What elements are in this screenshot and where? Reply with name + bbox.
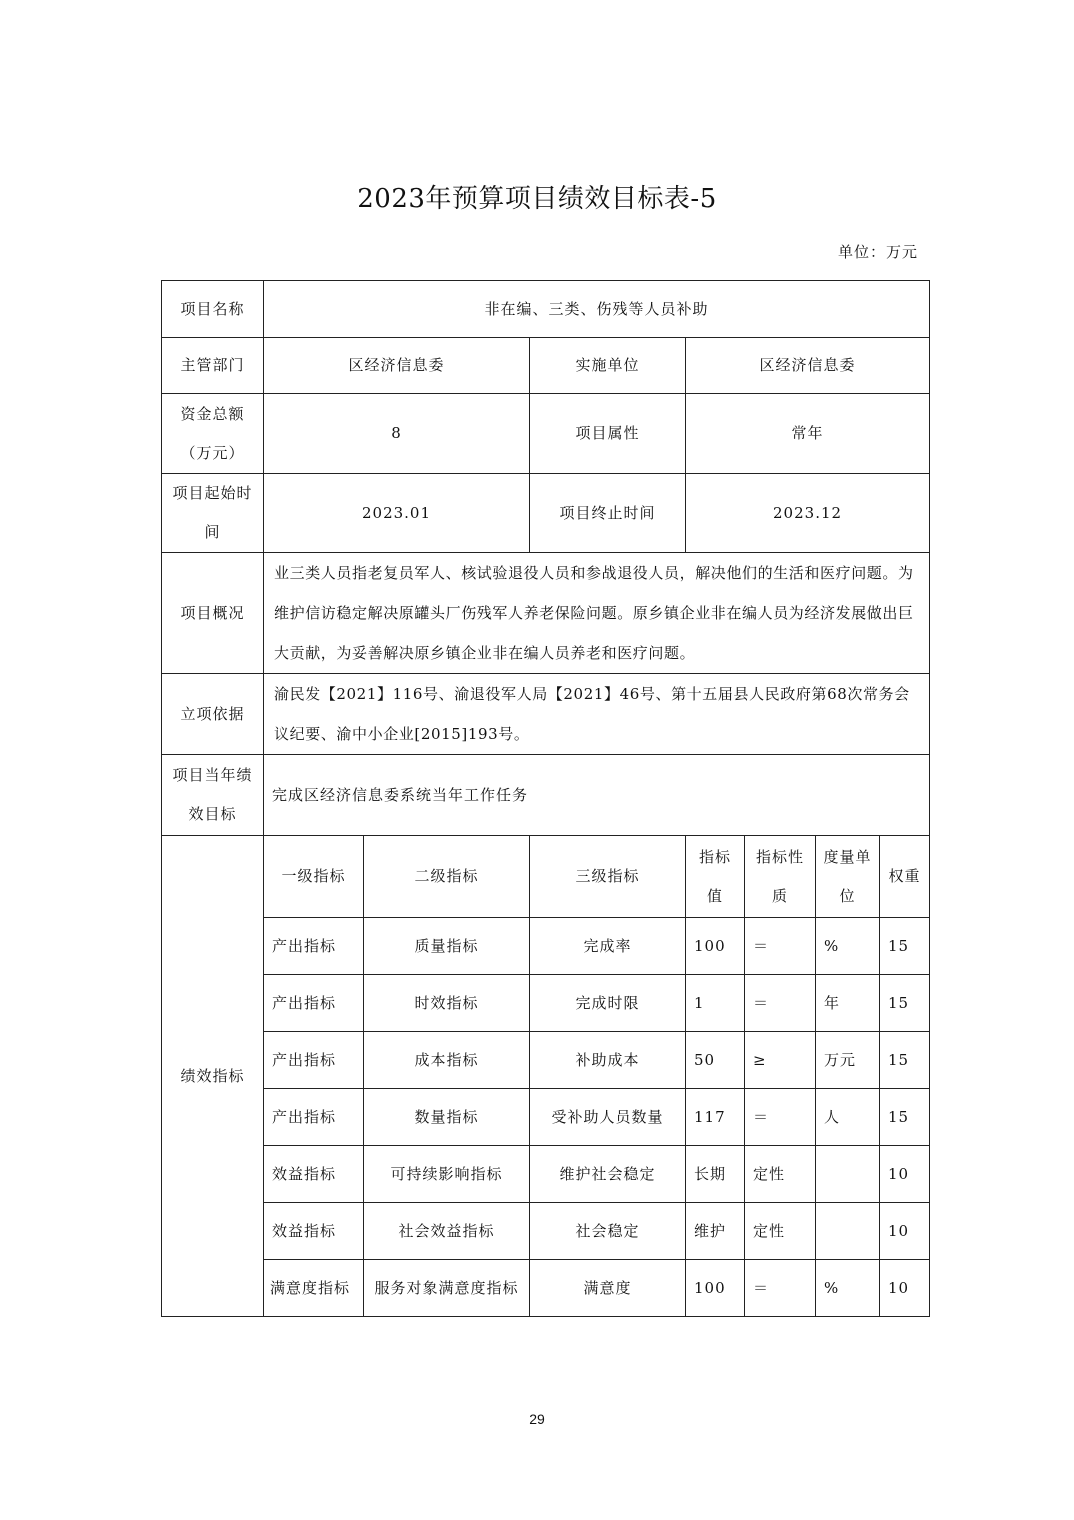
header-nature: 指标性质: [745, 836, 816, 918]
row-weight: 15: [880, 1089, 930, 1146]
header-unit: 度量单位: [816, 836, 880, 918]
row-unit: %: [816, 918, 880, 975]
header-value: 指标值: [686, 836, 745, 918]
row-nature: 定性: [745, 1146, 816, 1203]
row-level2: 时效指标: [364, 975, 530, 1032]
row-unit: [816, 1146, 880, 1203]
header-level1: 一级指标: [264, 836, 364, 918]
row-unit: 年: [816, 975, 880, 1032]
row-level1: 效益指标: [264, 1146, 364, 1203]
dept-value: 区经济信息委: [264, 338, 530, 394]
row-nature: ＝: [745, 975, 816, 1032]
impl-value: 区经济信息委: [686, 338, 930, 394]
row-level1: 产出指标: [264, 1032, 364, 1089]
header-level2: 二级指标: [364, 836, 530, 918]
row-value: 100: [686, 918, 745, 975]
row-nature: ＝: [745, 1260, 816, 1317]
row-nature: 定性: [745, 1203, 816, 1260]
row-level1: 产出指标: [264, 1089, 364, 1146]
row-level3: 完成时限: [530, 975, 686, 1032]
start-value: 2023.01: [264, 474, 530, 553]
row-unit: 人: [816, 1089, 880, 1146]
start-label: 项目起始时间: [162, 474, 264, 553]
project-name-value: 非在编、三类、伤残等人员补助: [264, 281, 930, 338]
goal-label: 项目当年绩效目标: [162, 755, 264, 836]
row-level3: 满意度: [530, 1260, 686, 1317]
table-row: [162, 1089, 930, 1146]
row-level1: 产出指标: [264, 918, 364, 975]
attr-value: 常年: [686, 394, 930, 474]
row-level1: 产出指标: [264, 975, 364, 1032]
basis-text: 渝民发【2021】116号、渝退役军人局【2021】46号、第十五届县人民政府第68次常务会议纪要、渝中小企业[2015]193号。: [264, 674, 930, 755]
basis-label: 立项依据: [162, 674, 264, 755]
document-title: 2023年预算项目绩效目标表-5: [357, 184, 717, 214]
goal-text: 完成区经济信息委系统当年工作任务: [264, 755, 930, 836]
table-row: [162, 1203, 930, 1260]
end-value: 2023.12: [686, 474, 930, 553]
row-level3: 维护社会稳定: [530, 1146, 686, 1203]
dept-label: 主管部门: [162, 338, 264, 394]
row-nature: ＝: [745, 1089, 816, 1146]
row-weight: 15: [880, 975, 930, 1032]
row-unit: %: [816, 1260, 880, 1317]
page-number: 29: [529, 1411, 545, 1427]
row-weight: 10: [880, 1260, 930, 1317]
row-nature: ≥: [745, 1032, 816, 1089]
table-row: [162, 975, 930, 1032]
table-row: [162, 1260, 930, 1317]
row-value: 1: [686, 975, 745, 1032]
row-level2: 社会效益指标: [364, 1203, 530, 1260]
table-row: [162, 918, 930, 975]
row-value: 长期: [686, 1146, 745, 1203]
project-name-label: 项目名称: [162, 281, 264, 338]
indicators-label: 绩效指标: [162, 836, 264, 1317]
impl-label: 实施单位: [530, 338, 686, 394]
row-level3: 补助成本: [530, 1032, 686, 1089]
row-level1: 效益指标: [264, 1203, 364, 1260]
row-level2: 质量指标: [364, 918, 530, 975]
row-weight: 10: [880, 1203, 930, 1260]
header-weight: 权重: [880, 836, 930, 918]
row-level2: 成本指标: [364, 1032, 530, 1089]
row-value: 50: [686, 1032, 745, 1089]
overview-text: 业三类人员指老复员军人、核试验退役人员和参战退役人员，解决他们的生活和医疗问题。为维护信访稳定解决原罐头厂伤残军人养老保险问题。原乡镇企业非在编人员为经济发展做出巨大贡献，为妥善解决原乡镇企业非在编人员养老和医疗问题。: [264, 553, 930, 674]
performance-table: [161, 280, 930, 1317]
fund-value: 8: [264, 394, 530, 474]
row-unit: [816, 1203, 880, 1260]
fund-label: 资金总额（万元）: [162, 394, 264, 474]
overview-label: 项目概况: [162, 553, 264, 674]
row-weight: 10: [880, 1146, 930, 1203]
row-level2: 数量指标: [364, 1089, 530, 1146]
row-level2: 服务对象满意度指标: [364, 1260, 530, 1317]
end-label: 项目终止时间: [530, 474, 686, 553]
row-value: 117: [686, 1089, 745, 1146]
row-nature: ＝: [745, 918, 816, 975]
unit-label: 单位：万元: [837, 243, 918, 261]
row-level3: 完成率: [530, 918, 686, 975]
header-level3: 三级指标: [530, 836, 686, 918]
attr-label: 项目属性: [530, 394, 686, 474]
row-value: 100: [686, 1260, 745, 1317]
row-unit: 万元: [816, 1032, 880, 1089]
row-value: 维护: [686, 1203, 745, 1260]
row-weight: 15: [880, 1032, 930, 1089]
table-row: [162, 1146, 930, 1203]
row-level3: 受补助人员数量: [530, 1089, 686, 1146]
row-level1: 满意度指标: [264, 1260, 364, 1317]
row-level3: 社会稳定: [530, 1203, 686, 1260]
row-level2: 可持续影响指标: [364, 1146, 530, 1203]
row-weight: 15: [880, 918, 930, 975]
table-row: [162, 1032, 930, 1089]
